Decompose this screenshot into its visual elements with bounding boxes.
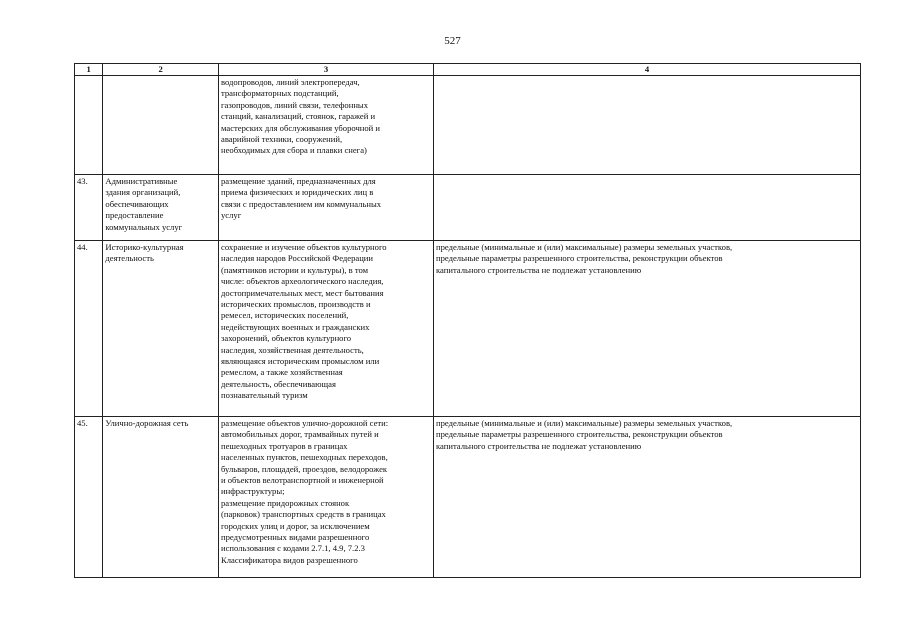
- land-use-parameters: предельные (минимальные и (или) максимальные) размеры земельных участков, предельные параметры разрешенного строительства, реконструкции объектов капитального строительства не подлежат установлению: [434, 417, 861, 578]
- column-number-3: 3: [219, 64, 434, 76]
- column-number-4: 4: [434, 64, 861, 76]
- land-use-parameters: [434, 175, 861, 241]
- land-use-description: размещение объектов улично-дорожной сети: автомобильных дорог, трамвайных путей и пешеходных тротуаров в границах населенных пунктов, пешеходных переходов, бульваров, площадей, проездов, велодорожек и объектов велотранспортной и инженерной инфраструктуры; размещение придорожных стоянок (парковок) транспортных средств в границах городских улиц и дорог, за исключением предусмотренных видами разрешенного использования с кодами 2.7.1, 4.9, 7.2.3 Классификатора видов разрешенного: [219, 417, 434, 578]
- table-row: [75, 175, 861, 241]
- row-number: 45.: [75, 417, 103, 578]
- land-use-parameters: [434, 76, 861, 175]
- table-row: [75, 417, 861, 578]
- land-use-description: размещение зданий, предназначенных для приема физических и юридических лиц в связи с предоставлением им коммунальных услуг: [219, 175, 434, 241]
- row-number: [75, 76, 103, 175]
- table-row: [75, 76, 861, 175]
- land-use-table: [74, 63, 861, 578]
- row-number: 43.: [75, 175, 103, 241]
- column-number-1: 1: [75, 64, 103, 76]
- land-use-parameters: предельные (минимальные и (или) максимальные) размеры земельных участков, предельные параметры разрешенного строительства, реконструкции объектов капитального строительства не подлежат установлению: [434, 241, 861, 417]
- land-use-name: Административные здания организаций, обеспечивающих предоставление коммунальных услуг: [103, 175, 219, 241]
- land-use-name: Улично-дорожная сеть: [103, 417, 219, 578]
- row-number: 44.: [75, 241, 103, 417]
- land-use-description: водопроводов, линий электропередач, трансформаторных подстанций, газопроводов, линий связи, телефонных станций, канализаций, стоянок, гаражей и мастерских для обслуживания уборочной и аварийной техники, сооружений, необходимых для сбора и плавки снега): [219, 76, 434, 175]
- land-use-name: [103, 76, 219, 175]
- column-number-2: 2: [103, 64, 219, 76]
- column-number-row: [75, 64, 861, 76]
- land-use-description: сохранение и изучение объектов культурного наследия народов Российской Федерации (памятников истории и культуры), в том числе: объектов археологического наследия, достопримечательных мест, мест бытования исторических промыслов, производств и ремесел, исторических поселений, недействующих военных и гражданских захоронений, объектов культурного наследия, хозяйственная деятельность, являющаяся историческим промыслом или ремеслом, а также хозяйственная деятельность, обеспечивающая познавательный туризм: [219, 241, 434, 417]
- table-row: [75, 241, 861, 417]
- land-use-name: Историко-культурная деятельность: [103, 241, 219, 417]
- page-number: 527: [444, 35, 461, 47]
